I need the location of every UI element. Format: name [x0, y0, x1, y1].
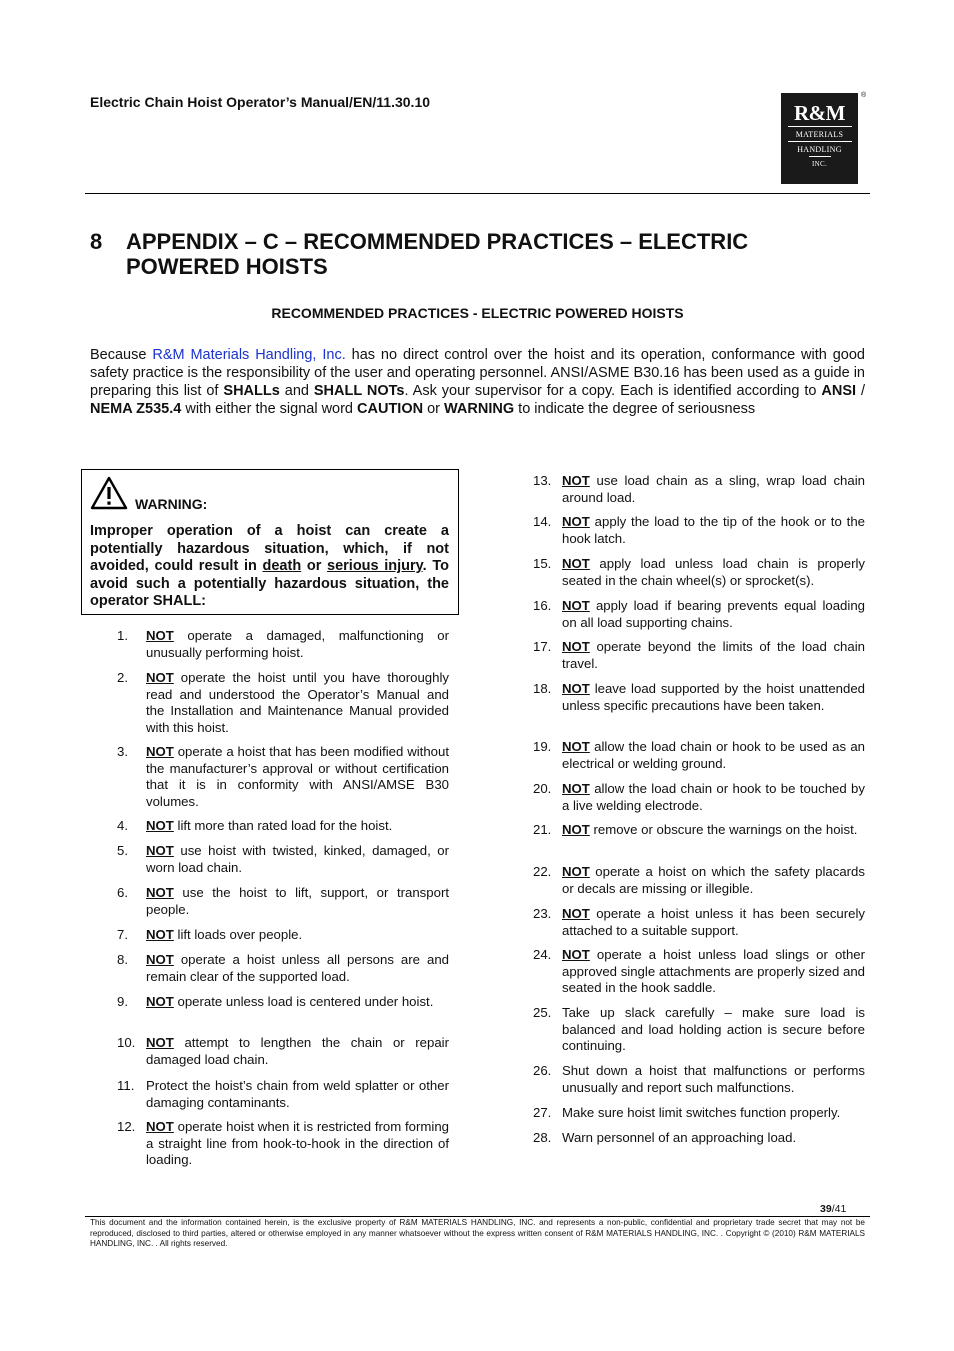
rm-logo	[781, 93, 858, 184]
list-item-body: operate a hoist unless load slings or other approved single attachments are properly sized and seated in the hook saddle.	[562, 947, 865, 995]
not-keyword: NOT	[146, 927, 174, 942]
list-item-body: operate a hoist unless it has been securely attached to a suitable support.	[562, 906, 865, 938]
list-item-text	[562, 1105, 865, 1122]
list-item-text	[562, 1005, 865, 1055]
intro-emphasis: CAUTION	[357, 401, 424, 417]
list-item-body: operate a damaged, malfunctioning or unusually performing hoist.	[146, 628, 449, 660]
list-item-body: Shut down a hoist that malfunctions or performs unusually and report such malfunctions.	[562, 1063, 865, 1095]
list-item-number: 18.	[533, 681, 552, 696]
list-item-text	[562, 473, 865, 506]
list-item-text	[562, 1130, 865, 1147]
intro-text: has no direct control over the hoist and its operation, conformance with good safety practice is the responsibility of the user and operating personnel. ANSI/ASME B30.16 has been used as a guide in preparing this list of	[90, 347, 865, 399]
document-header-title: Electric Chain Hoist Operator’s Manual/EN/11.30.10	[90, 94, 431, 110]
logo-line-materials: MATERIALS	[788, 126, 852, 141]
list-item-text	[146, 952, 449, 985]
intro-text: with either the signal word	[181, 401, 358, 417]
list-item-text	[562, 639, 865, 672]
list-item-body: Make sure hoist limit switches function properly.	[562, 1105, 841, 1120]
list-item-body: attempt to lengthen the chain or repair damaged load chain.	[146, 1035, 449, 1067]
list-item-number: 4.	[117, 818, 128, 833]
list-item-number: 7.	[117, 927, 128, 942]
not-keyword: NOT	[562, 822, 590, 837]
not-keyword: NOT	[562, 514, 590, 529]
page-separator: /	[831, 1203, 835, 1215]
list-item-body: allow the load chain or hook to be used as an electrical or welding ground.	[562, 739, 865, 771]
not-keyword: NOT	[562, 598, 590, 613]
list-item-number: 14.	[533, 514, 552, 529]
list-item-number: 16.	[533, 598, 552, 613]
not-keyword: NOT	[562, 906, 590, 921]
list-item-number: 26.	[533, 1063, 552, 1078]
list-item-body: remove or obscure the warnings on the hoist.	[589, 822, 858, 837]
list-item-number: 24.	[533, 947, 552, 962]
list-item-number: 6.	[117, 885, 128, 900]
section-title: APPENDIX – C – RECOMMENDED PRACTICES – ELECTRIC POWERED HOISTS	[126, 229, 749, 279]
list-item-body: apply load if bearing prevents equal loading on all load supporting chains.	[562, 598, 865, 630]
list-item-text	[562, 556, 865, 589]
list-item-number: 27.	[533, 1105, 552, 1120]
list-item-text	[562, 822, 865, 839]
list-item-body: Protect the hoist’s chain from weld splatter or other damaging contaminants.	[146, 1078, 449, 1110]
not-keyword: NOT	[146, 885, 174, 900]
list-item-number: 5.	[117, 843, 128, 858]
list-item-body: lift loads over people.	[173, 927, 303, 942]
list-item-number: 19.	[533, 739, 552, 754]
list-item-body: Warn personnel of an approaching load.	[562, 1130, 797, 1145]
company-link[interactable]: R&M Materials Handling, Inc.	[152, 347, 346, 363]
intro-text: /	[856, 383, 865, 399]
not-keyword: NOT	[146, 628, 174, 643]
warning-text-part: or	[301, 558, 328, 574]
not-keyword: NOT	[562, 781, 590, 796]
list-item-text	[146, 927, 449, 944]
warning-emphasis: serious injury	[327, 558, 423, 574]
list-item-body: use hoist with twisted, kinked, damaged, or worn load chain.	[146, 843, 449, 875]
list-item-body: operate a hoist unless all persons are and remain clear of the supported load.	[146, 952, 449, 984]
logo-line-inc: INC.	[809, 156, 831, 170]
list-item-text	[146, 628, 449, 661]
intro-emphasis: NEMA Z535.4	[90, 401, 182, 417]
list-item-body: allow the load chain or hook to be touched by a live welding electrode.	[562, 781, 865, 813]
section-number: 8	[90, 229, 103, 254]
not-keyword: NOT	[562, 681, 590, 696]
registered-mark: ®	[861, 92, 867, 99]
list-item-number: 15.	[533, 556, 552, 571]
list-item-text	[146, 1035, 449, 1068]
list-item-text	[562, 739, 865, 772]
not-keyword: NOT	[146, 670, 174, 685]
not-keyword: NOT	[146, 994, 174, 1009]
warning-text-part: . To avoid such a potentially hazardous situation, the operator SHALL:	[90, 558, 449, 609]
list-item-text	[562, 514, 865, 547]
list-item-text	[146, 818, 449, 835]
list-item-number: 3.	[117, 744, 128, 759]
warning-text-part: Improper operation of a hoist can create a potentially hazardous situation, which, if not avoided, could result in	[90, 523, 449, 574]
intro-paragraph	[90, 346, 865, 418]
warning-label: WARNING:	[135, 496, 208, 512]
list-item-body: use load chain as a sling, wrap load chain around load.	[562, 473, 865, 505]
list-item-body: lift more than rated load for the hoist.	[173, 818, 393, 833]
intro-text: Because	[90, 347, 153, 363]
list-item-number: 10.	[117, 1035, 136, 1050]
list-item-text	[562, 864, 865, 897]
not-keyword: NOT	[146, 818, 174, 833]
warning-emphasis: death	[262, 558, 302, 574]
not-keyword: NOT	[146, 1035, 174, 1050]
not-keyword: NOT	[146, 1119, 174, 1134]
list-item-text	[146, 1078, 449, 1111]
not-keyword: NOT	[562, 947, 590, 962]
not-keyword: NOT	[562, 739, 590, 754]
list-item-number: 1.	[117, 628, 128, 643]
list-item-number: 22.	[533, 864, 552, 879]
intro-emphasis: ANSI	[821, 383, 857, 399]
not-keyword: NOT	[146, 952, 174, 967]
intro-emphasis: SHALLs	[223, 383, 280, 399]
list-item-body: operate a hoist on which the safety placards or decals are missing or illegible.	[562, 864, 865, 896]
list-item-body: operate unless load is centered under hoist.	[173, 994, 434, 1009]
header-divider	[85, 193, 870, 194]
list-item-text	[146, 1119, 449, 1169]
list-item-text	[562, 1063, 865, 1096]
intro-emphasis: WARNING	[444, 401, 515, 417]
not-keyword: NOT	[562, 639, 590, 654]
page-number	[820, 1203, 846, 1215]
list-item-body: leave load supported by the hoist unattended unless specific precautions have been taken.	[562, 681, 865, 713]
intro-text: and	[279, 383, 314, 399]
list-item-body: operate a hoist that has been modified without the manufacturer’s approval or without certification that it is in conformity with ANSI/AMSE B30 volumes.	[146, 744, 449, 809]
not-keyword: NOT	[562, 473, 590, 488]
not-keyword: NOT	[562, 864, 590, 879]
intro-text: . Ask your supervisor for a copy. Each is identified according to	[404, 383, 822, 399]
not-keyword: NOT	[562, 556, 590, 571]
list-item-text	[562, 781, 865, 814]
list-item-body: use the hoist to lift, support, or transport people.	[146, 885, 449, 917]
not-keyword: NOT	[146, 843, 174, 858]
logo-line-handling: HANDLING	[788, 141, 852, 156]
logo-mark: R&M	[794, 101, 845, 125]
list-item-text	[146, 994, 449, 1011]
warning-text	[90, 523, 449, 611]
page-current: 39	[820, 1203, 832, 1215]
list-item-number: 25.	[533, 1005, 552, 1020]
list-item-number: 20.	[533, 781, 552, 796]
list-item-number: 13.	[533, 473, 552, 488]
section-subtitle: RECOMMENDED PRACTICES - ELECTRIC POWERED HOISTS	[271, 305, 684, 321]
list-item-body: Take up slack carefully – make sure load is balanced and load holding action is secure before continuing.	[562, 1005, 865, 1053]
list-item-text	[146, 744, 449, 810]
list-item-number: 17.	[533, 639, 552, 654]
list-item-number: 9.	[117, 994, 128, 1009]
list-item-body: apply load unless load chain is properly seated in the chain wheel(s) or sprocket(s).	[562, 556, 865, 588]
warning-box	[81, 469, 459, 615]
list-item-body: operate the hoist until you have thoroughly read and understood the Operator’s Manual and the Installation and Maintenance Manual provided with this hoist.	[146, 670, 449, 735]
not-keyword: NOT	[146, 744, 174, 759]
list-item-text	[562, 906, 865, 939]
footer-divider	[85, 1216, 870, 1217]
list-item-body: apply the load to the tip of the hook or to the hook latch.	[562, 514, 865, 546]
list-item-text	[562, 598, 865, 631]
list-item-number: 11.	[117, 1078, 135, 1093]
intro-text: to indicate the degree of seriousness	[514, 401, 756, 417]
list-item-text	[146, 843, 449, 876]
list-item-number: 23.	[533, 906, 552, 921]
list-item-number: 21.	[533, 822, 552, 837]
list-item-text	[146, 670, 449, 736]
page-total: 41	[834, 1203, 847, 1215]
list-item-number: 28.	[533, 1130, 552, 1145]
list-item-number: 8.	[117, 952, 128, 967]
confidentiality-notice: This document and the information contained herein, is the exclusive property of R&M MATERIALS HANDLING, INC. and represents a non-public, confidential and proprietary trade secret that may not be reproduced, disclosed to third parties, altered or otherwise employed in any manner whatsoever without the express written consent of R&M MATERIALS HANDLING, INC. . Copyright © (2010) R&M MATERIALS HANDLING, INC. . All rights reserved.	[90, 1218, 865, 1248]
list-item-body: operate beyond the limits of the load chain travel.	[562, 639, 865, 671]
list-item-text	[562, 947, 865, 997]
intro-text: or	[423, 401, 445, 417]
list-item-text	[146, 885, 449, 918]
warning-triangle-icon	[90, 476, 128, 510]
list-item-number: 2.	[117, 670, 128, 685]
list-item-number: 12.	[117, 1119, 136, 1134]
intro-emphasis: SHALL NOTs	[313, 383, 405, 399]
list-item-body: operate hoist when it is restricted from forming a straight line from hook-to-hook in the direction of loading.	[146, 1119, 449, 1167]
list-item-text	[562, 681, 865, 714]
